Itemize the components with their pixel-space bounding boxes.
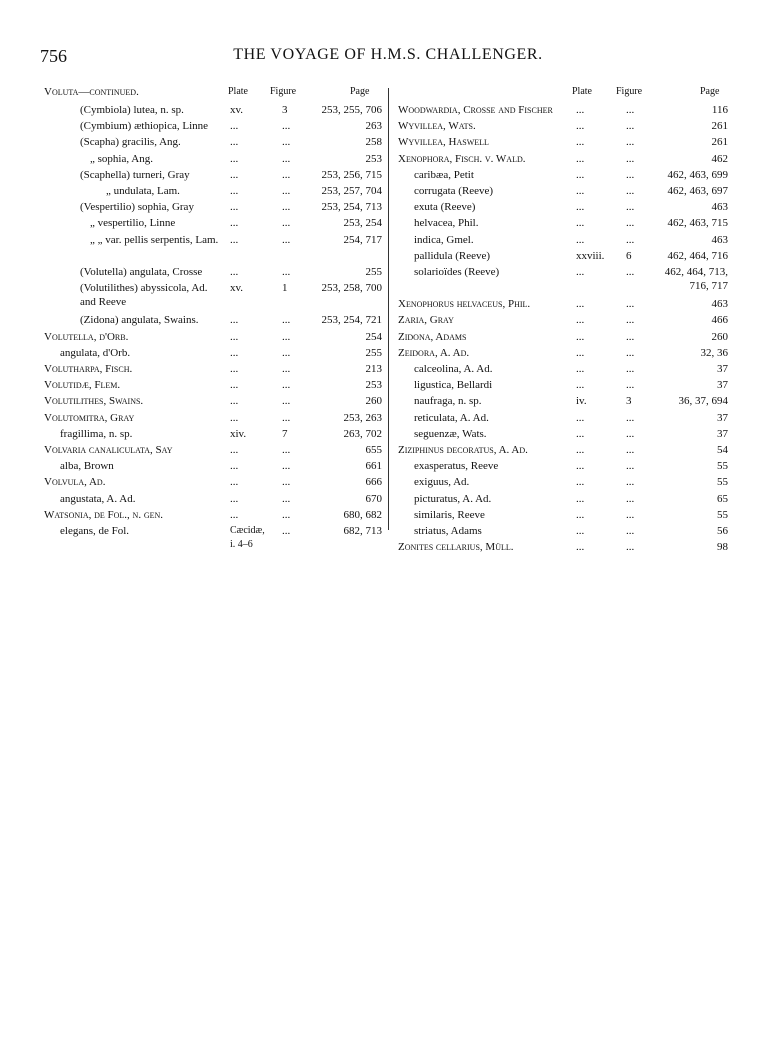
index-entry — [398, 459, 728, 475]
entry-name: Wyvillea, Wats. — [398, 120, 476, 133]
entry-name: „ „ var. pellis serpentis, Lam. — [90, 233, 219, 246]
entry-figure: 3 — [626, 395, 632, 408]
entry-name: (Vespertilio) sophia, Gray — [80, 201, 194, 214]
index-entry — [398, 508, 728, 524]
entry-name: Zonites cellarius, Müll. — [398, 541, 514, 554]
entry-name: exuta (Reeve) — [414, 201, 476, 214]
entry-plate: ... — [576, 346, 585, 359]
left-entry-list — [44, 103, 382, 556]
entry-page: 463 — [711, 233, 728, 246]
entry-name: Ziziphinus decoratus, A. Ad. — [398, 443, 528, 456]
entry-figure: ... — [626, 460, 635, 473]
index-entry — [44, 475, 382, 491]
entry-page: 463 — [711, 201, 728, 214]
index-entry — [398, 184, 728, 200]
entry-page: 258 — [365, 136, 382, 149]
entry-name: solarioïdes (Reeve) — [414, 265, 500, 278]
entry-figure: ... — [626, 541, 635, 554]
entry-page: 462, 464, 713, 716, 717 — [664, 265, 728, 292]
entry-page: 466 — [711, 314, 728, 327]
entry-plate: ... — [230, 443, 239, 456]
entry-figure: ... — [626, 524, 635, 537]
entry-plate: ... — [230, 265, 239, 278]
entry-name: (Cymbium) æthiopica, Linne — [80, 120, 209, 133]
entry-name: angustata, A. Ad. — [60, 492, 136, 505]
entry-plate: ... — [576, 233, 585, 246]
entry-plate: ... — [576, 298, 585, 311]
entry-figure: ... — [282, 265, 291, 278]
entry-name: (Scapha) gracilis, Ang. — [80, 136, 181, 149]
entry-page: 661 — [365, 460, 382, 473]
index-entry — [398, 362, 728, 378]
entry-name: elegans, de Fol. — [60, 524, 130, 537]
index-entry — [398, 216, 728, 232]
entry-page: 116 — [711, 104, 728, 116]
entry-plate: ... — [230, 217, 239, 230]
entry-figure: ... — [282, 314, 291, 327]
entry-figure: ... — [282, 201, 291, 214]
entry-figure: ... — [282, 136, 291, 149]
index-entry — [398, 427, 728, 443]
entry-page: 263, 702 — [343, 427, 382, 440]
entry-figure: ... — [626, 136, 635, 149]
index-entry — [398, 249, 728, 265]
figure-header: Figure — [616, 86, 643, 97]
entry-page: 462, 463, 699 — [667, 168, 728, 181]
index-entry — [398, 200, 728, 216]
index-entry — [44, 168, 382, 184]
entry-name: Volutilithes, Swains. — [44, 395, 144, 408]
index-entry — [44, 362, 382, 378]
entry-page: 255 — [365, 346, 382, 359]
entry-figure: ... — [282, 233, 291, 246]
entry-plate: ... — [230, 460, 239, 473]
entry-plate: ... — [576, 443, 585, 456]
plate-header: Plate — [228, 86, 248, 97]
index-entry — [398, 297, 728, 313]
entry-name: Volutidæ, Flem. — [44, 379, 121, 392]
entry-page: 98 — [717, 541, 728, 554]
entry-name: Volvaria canaliculata, Say — [44, 443, 173, 456]
entry-page: 655 — [365, 443, 382, 456]
entry-plate: xv. — [230, 104, 244, 116]
entry-plate: ... — [230, 476, 239, 489]
entry-name: seguenzæ, Wats. — [414, 427, 487, 440]
entry-figure: ... — [282, 395, 291, 408]
continued-label: Voluta—continued. — [44, 86, 139, 98]
entry-name: Wyvillea, Haswell — [398, 136, 489, 149]
index-entry — [44, 216, 382, 232]
entry-name: corrugata (Reeve) — [414, 184, 494, 197]
index-entry — [44, 346, 382, 362]
index-entry — [44, 103, 382, 119]
index-entry — [44, 459, 382, 475]
index-entry — [398, 524, 728, 540]
entry-figure: ... — [282, 363, 291, 376]
entry-figure: 1 — [282, 282, 288, 295]
entry-name: Zidona, Adams — [398, 330, 467, 343]
entry-figure: ... — [626, 492, 635, 505]
entry-plate: ... — [576, 541, 585, 554]
index-entry — [44, 135, 382, 151]
entry-name: Volvula, Ad. — [44, 476, 106, 489]
entry-plate: xiv. — [230, 427, 247, 440]
entry-plate: iv. — [576, 395, 587, 408]
entry-page: 36, 37, 694 — [678, 395, 728, 408]
entry-name: Volutharpa, Fisch. — [44, 363, 133, 376]
entry-figure: ... — [626, 476, 635, 489]
entry-plate: ... — [576, 363, 585, 376]
column-divider — [388, 88, 389, 530]
index-entry — [398, 152, 728, 168]
entry-figure: ... — [282, 217, 291, 230]
entry-figure: ... — [282, 120, 291, 133]
index-entry — [44, 394, 382, 410]
entry-page: 253, 258, 700 — [321, 282, 382, 295]
index-entry — [44, 427, 382, 443]
entry-figure: ... — [282, 443, 291, 456]
entry-name: indica, Gmel. — [414, 233, 474, 246]
entry-page: 261 — [711, 120, 728, 133]
entry-plate: ... — [230, 363, 239, 376]
entry-plate: ... — [230, 411, 239, 424]
entry-plate: xv. — [230, 282, 244, 295]
entry-plate: ... — [576, 460, 585, 473]
right-entry-list — [398, 103, 728, 556]
entry-plate: Cæcidæ, i. 4–6 — [230, 524, 265, 550]
entry-figure: ... — [626, 298, 635, 311]
entry-figure: ... — [626, 217, 635, 230]
entry-figure: ... — [626, 363, 635, 376]
entry-name: Volutomitra, Gray — [44, 411, 135, 424]
index-entry — [44, 443, 382, 459]
entry-figure: ... — [626, 120, 635, 133]
index-entry — [44, 411, 382, 427]
index-entry — [398, 540, 728, 556]
entry-plate: ... — [230, 379, 239, 392]
entry-name: exiguus, Ad. — [414, 476, 470, 489]
entry-figure: ... — [282, 524, 291, 537]
entry-plate: ... — [576, 330, 585, 343]
entry-figure: ... — [626, 314, 635, 327]
entry-plate: ... — [230, 346, 239, 359]
index-entry — [44, 152, 382, 168]
right-column-header — [398, 86, 728, 103]
entry-figure: ... — [626, 104, 635, 116]
entry-plate: ... — [576, 508, 585, 521]
index-entry — [398, 168, 728, 184]
entry-page: 462, 464, 716 — [667, 249, 728, 262]
entry-figure: ... — [626, 346, 635, 359]
entry-page: 254 — [365, 330, 382, 343]
left-column — [44, 86, 382, 556]
entry-page: 253, 255, 706 — [321, 104, 382, 116]
entry-plate: ... — [230, 330, 239, 343]
entry-name: „ undulata, Lam. — [106, 184, 180, 197]
entry-plate: ... — [230, 168, 239, 181]
index-entry — [398, 346, 728, 362]
entry-page: 462 — [711, 152, 728, 165]
entry-plate: ... — [230, 136, 239, 149]
index-entry — [44, 492, 382, 508]
entry-page: 254, 717 — [343, 233, 382, 246]
right-column — [398, 86, 728, 556]
entry-plate: ... — [576, 314, 585, 327]
entry-figure: ... — [626, 152, 635, 165]
index-entry — [398, 492, 728, 508]
entry-name: „ sophia, Ang. — [90, 152, 153, 165]
entry-page: 55 — [717, 476, 728, 489]
entry-figure: ... — [626, 508, 635, 521]
index-entry — [398, 411, 728, 427]
entry-page: 462, 463, 697 — [667, 184, 728, 197]
entry-plate: ... — [230, 120, 239, 133]
index-entry — [398, 475, 728, 491]
entry-page: 32, 36 — [700, 346, 728, 359]
entry-figure: ... — [626, 184, 635, 197]
entry-figure: ... — [282, 460, 291, 473]
entry-page: 213 — [365, 363, 382, 376]
entry-plate: ... — [576, 184, 585, 197]
entry-plate: ... — [576, 152, 585, 165]
figure-header: Figure — [270, 86, 297, 97]
entry-figure: ... — [282, 411, 291, 424]
entry-plate: ... — [576, 201, 585, 214]
entry-page: 37 — [717, 427, 728, 440]
entry-page: 37 — [717, 379, 728, 392]
index-entry — [398, 265, 728, 297]
entry-page: 260 — [365, 395, 382, 408]
entry-figure: ... — [626, 265, 635, 278]
entry-figure: ... — [282, 330, 291, 343]
page-header: Page — [350, 86, 370, 97]
entry-page: 37 — [717, 411, 728, 424]
entry-name: (Zidona) angulata, Swains. — [80, 314, 199, 327]
entry-figure: ... — [626, 201, 635, 214]
entry-name: naufraga, n. sp. — [414, 395, 482, 408]
entry-page: 463 — [711, 298, 728, 311]
index-entry — [398, 103, 728, 119]
entry-name: Volutella, d'Orb. — [44, 330, 129, 343]
entry-plate: ... — [230, 492, 239, 505]
index-entry — [398, 135, 728, 151]
index-entry — [44, 378, 382, 394]
entry-page: 263 — [365, 120, 382, 133]
entry-figure: ... — [626, 379, 635, 392]
index-entry — [44, 330, 382, 346]
entry-figure: ... — [282, 476, 291, 489]
entry-page: 682, 713 — [343, 524, 382, 537]
entry-figure: ... — [626, 443, 635, 456]
index-entry — [398, 233, 728, 249]
entry-name: calceolina, A. Ad. — [414, 363, 493, 376]
index-entry — [44, 184, 382, 200]
entry-figure: ... — [282, 168, 291, 181]
entry-plate: xxviii. — [576, 249, 605, 262]
entry-plate: ... — [230, 201, 239, 214]
entry-name: picturatus, A. Ad. — [414, 492, 492, 505]
entry-figure: 7 — [282, 427, 288, 440]
entry-name: caribæa, Petit — [414, 168, 474, 181]
entry-plate: ... — [230, 233, 239, 246]
entry-plate: ... — [576, 168, 585, 181]
entry-plate: ... — [576, 379, 585, 392]
entry-page: 680, 682 — [343, 508, 382, 521]
index-entry — [44, 281, 382, 313]
running-title: THE VOYAGE OF H.M.S. CHALLENGER. — [233, 46, 543, 63]
entry-name: (Volutella) angulata, Crosse — [80, 265, 203, 278]
index-entry — [398, 394, 728, 410]
entry-plate: ... — [576, 524, 585, 537]
entry-figure: ... — [626, 411, 635, 424]
page-header: Page — [700, 86, 720, 97]
index-entry — [44, 508, 382, 524]
entry-name: ligustica, Bellardi — [414, 379, 493, 392]
entry-figure: 3 — [282, 104, 288, 116]
entry-page: 462, 463, 715 — [667, 217, 728, 230]
entry-page: 54 — [717, 443, 728, 456]
entry-plate: ... — [230, 508, 239, 521]
index-entry — [44, 524, 382, 556]
entry-name: exasperatus, Reeve — [414, 460, 499, 473]
entry-page: 253, 257, 704 — [321, 184, 382, 197]
entry-page: 56 — [717, 524, 728, 537]
entry-plate: ... — [576, 104, 585, 116]
entry-figure: ... — [626, 233, 635, 246]
index-entry — [398, 119, 728, 135]
entry-page: 253, 254 — [343, 217, 382, 230]
entry-page: 65 — [717, 492, 728, 505]
entry-page: 255 — [365, 265, 382, 278]
entry-name: Woodwardia, Crosse and Fischer — [398, 104, 553, 116]
entry-plate: ... — [576, 427, 585, 440]
index-entry — [44, 119, 382, 135]
entry-name: alba, Brown — [60, 460, 114, 473]
entry-page: 666 — [365, 476, 382, 489]
entry-page: 55 — [717, 508, 728, 521]
entry-page: 253, 254, 721 — [321, 314, 382, 327]
entry-name: pallidula (Reeve) — [414, 249, 491, 262]
index-entry — [398, 313, 728, 329]
entry-plate: ... — [230, 395, 239, 408]
entry-plate: ... — [576, 217, 585, 230]
index-entry — [44, 313, 382, 329]
entry-plate: ... — [576, 492, 585, 505]
index-entry — [44, 233, 382, 265]
entry-name: (Scaphella) turneri, Gray — [80, 168, 190, 181]
entry-figure: ... — [282, 492, 291, 505]
entry-plate: ... — [576, 476, 585, 489]
entry-name: „ vespertilio, Linne — [90, 217, 176, 230]
entry-figure: 6 — [626, 249, 632, 262]
entry-page: 253 — [365, 152, 382, 165]
entry-name: Zeidora, A. Ad. — [398, 346, 470, 359]
entry-plate: ... — [230, 184, 239, 197]
entry-figure: ... — [282, 152, 291, 165]
entry-name: angulata, d'Orb. — [60, 346, 131, 359]
entry-name: fragillima, n. sp. — [60, 427, 133, 440]
entry-name: (Volutilithes) abyssicola, Ad. and Reeve — [80, 282, 208, 309]
entry-page: 260 — [711, 330, 728, 343]
entry-figure: ... — [626, 330, 635, 343]
left-column-header — [44, 86, 382, 103]
entry-figure: ... — [282, 184, 291, 197]
entry-name: similaris, Reeve — [414, 508, 485, 521]
entry-plate: ... — [576, 265, 585, 278]
entry-figure: ... — [282, 508, 291, 521]
entry-name: striatus, Adams — [414, 524, 482, 537]
entry-plate: ... — [576, 411, 585, 424]
plate-header: Plate — [572, 86, 592, 97]
entry-figure: ... — [282, 346, 291, 359]
entry-name: reticulata, A. Ad. — [414, 411, 489, 424]
entry-page: 55 — [717, 460, 728, 473]
entry-page: 253, 256, 715 — [321, 168, 382, 181]
entry-plate: ... — [230, 152, 239, 165]
entry-figure: ... — [626, 427, 635, 440]
index-entry — [398, 330, 728, 346]
entry-page: 261 — [711, 136, 728, 149]
index-entry — [398, 378, 728, 394]
page-number: 756 — [40, 46, 67, 66]
entry-page: 253, 254, 713 — [321, 201, 382, 214]
entry-page: 37 — [717, 363, 728, 376]
entry-page: 253, 263 — [343, 411, 382, 424]
entry-name: Watsonia, de Fol., n. gen. — [44, 508, 164, 521]
index-entry — [44, 200, 382, 216]
entry-name: Zaria, Gray — [398, 314, 454, 327]
entry-plate: ... — [230, 314, 239, 327]
index-entry — [44, 265, 382, 281]
entry-name: helvacea, Phil. — [414, 217, 479, 230]
entry-figure: ... — [626, 168, 635, 181]
entry-page: 670 — [365, 492, 382, 505]
index-entry — [398, 443, 728, 459]
entry-name: (Cymbiola) lutea, n. sp. — [80, 104, 184, 116]
entry-name: Xenophora, Fisch. v. Wald. — [398, 152, 526, 165]
entry-plate: ... — [576, 120, 585, 133]
entry-name: Xenophorus helvaceus, Phil. — [398, 298, 531, 311]
entry-page: 253 — [365, 379, 382, 392]
entry-figure: ... — [282, 379, 291, 392]
entry-plate: ... — [576, 136, 585, 149]
